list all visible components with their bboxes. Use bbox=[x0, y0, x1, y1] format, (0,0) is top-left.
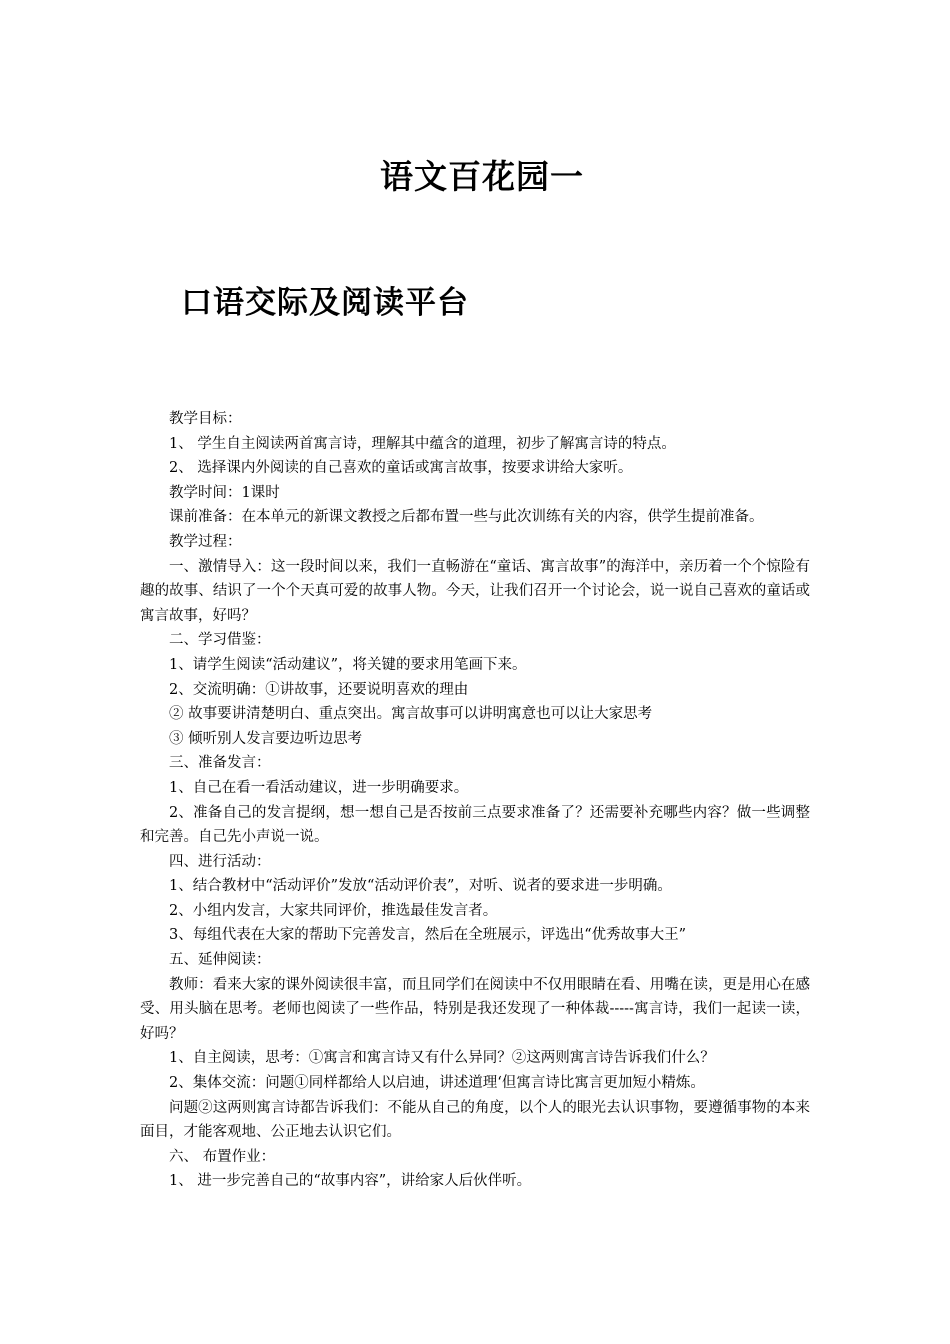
paragraph: 六、 布置作业： bbox=[169, 1148, 276, 1165]
paragraph: 1、自主阅读，思考：①寓言和寓言诗又有什么异同？②这两则寓言诗告诉我们什么？ bbox=[169, 1050, 715, 1067]
paragraph: 1、 学生自主阅读两首寓言诗，理解其中蕴含的道理，初步了解寓言诗的特点。 bbox=[169, 435, 676, 452]
paragraph: 一、激情导入：这一段时间以来，我们一直畅游在“童话、寓言故事”的海洋中，亲历着一个个惊险有趣的故事、结识了一个个天真可爱的故事人物。今天，让我们召开一个讨论会，说一说自己喜欢的童话或寓言故事，好吗？ bbox=[140, 558, 810, 624]
paragraph: 1、自己在看一看活动建议，进一步明确要求。 bbox=[169, 779, 469, 796]
lesson-body bbox=[140, 407, 810, 1194]
paragraph: 教学时间：1课时 bbox=[169, 484, 280, 501]
paragraph: 2、小组内发言，大家共同评价，推选最佳发言者。 bbox=[169, 902, 498, 919]
paragraph: 问题②这两则寓言诗都告诉我们：不能从自己的角度，以个人的眼光去认识事物，要遵循事物的本来面目，才能客观地、公正地去认识它们。 bbox=[140, 1099, 810, 1141]
paragraph: 三、准备发言： bbox=[169, 755, 271, 772]
paragraph: 1、请学生阅读“活动建议”，将关键的要求用笔画下来。 bbox=[169, 656, 527, 673]
paragraph: 课前准备：在本单元的新课文教授之后都布置一些与此次训练有关的内容，供学生提前准备。 bbox=[169, 509, 764, 526]
paragraph: 2、交流明确：①讲故事，还要说明喜欢的理由 bbox=[169, 681, 469, 698]
page-subtitle: 口语交际及阅读平台 bbox=[181, 285, 469, 321]
paragraph: 2、集体交流：问题①同样都给人以启迪，讲述道理‘但寓言诗比寓言更加短小精炼。 bbox=[169, 1075, 705, 1092]
paragraph: ③ 倾听别人发言要边听边思考 bbox=[169, 730, 363, 747]
paragraph: 教学目标： bbox=[169, 411, 242, 427]
paragraph: 3、每组代表在大家的帮助下完善发言，然后在全班展示，评选出“优秀故事大王” bbox=[169, 927, 687, 944]
paragraph: 2、准备自己的发言提纲，想一想自己是否按前三点要求准备了？还需要补充哪些内容？做一些调整和完善。自己先小声说一说。 bbox=[140, 804, 810, 846]
paragraph: 四、进行活动： bbox=[169, 853, 271, 870]
paragraph: 1、 进一步完善自己的“故事内容”，讲给家人后伙伴听。 bbox=[169, 1173, 532, 1190]
paragraph: 1、结合教材中“活动评价”发放“活动评价表”，对听、说者的要求进一步明确。 bbox=[169, 878, 672, 895]
paragraph: 2、 选择课内外阅读的自己喜欢的童话或寓言故事，按要求讲给大家听。 bbox=[169, 460, 633, 477]
paragraph: 教学过程： bbox=[169, 533, 242, 550]
paragraph: 五、延伸阅读： bbox=[169, 952, 271, 969]
paragraph: ② 故事要讲清楚明白、重点突出。寓言故事可以讲明寓意也可以让大家思考 bbox=[169, 706, 653, 723]
paragraph: 教师：看来大家的课外阅读很丰富，而且同学们在阅读中不仅用眼睛在看、用嘴在读，更是用心在感受、用头脑在思考。老师也阅读了一些作品，特别是我还发现了一种体裁-----寓言诗，我们一起读一读，好吗？ bbox=[140, 976, 810, 1042]
paragraph: 二、学习借鉴： bbox=[169, 632, 271, 649]
page-title: 语文百花园一 bbox=[380, 157, 584, 196]
